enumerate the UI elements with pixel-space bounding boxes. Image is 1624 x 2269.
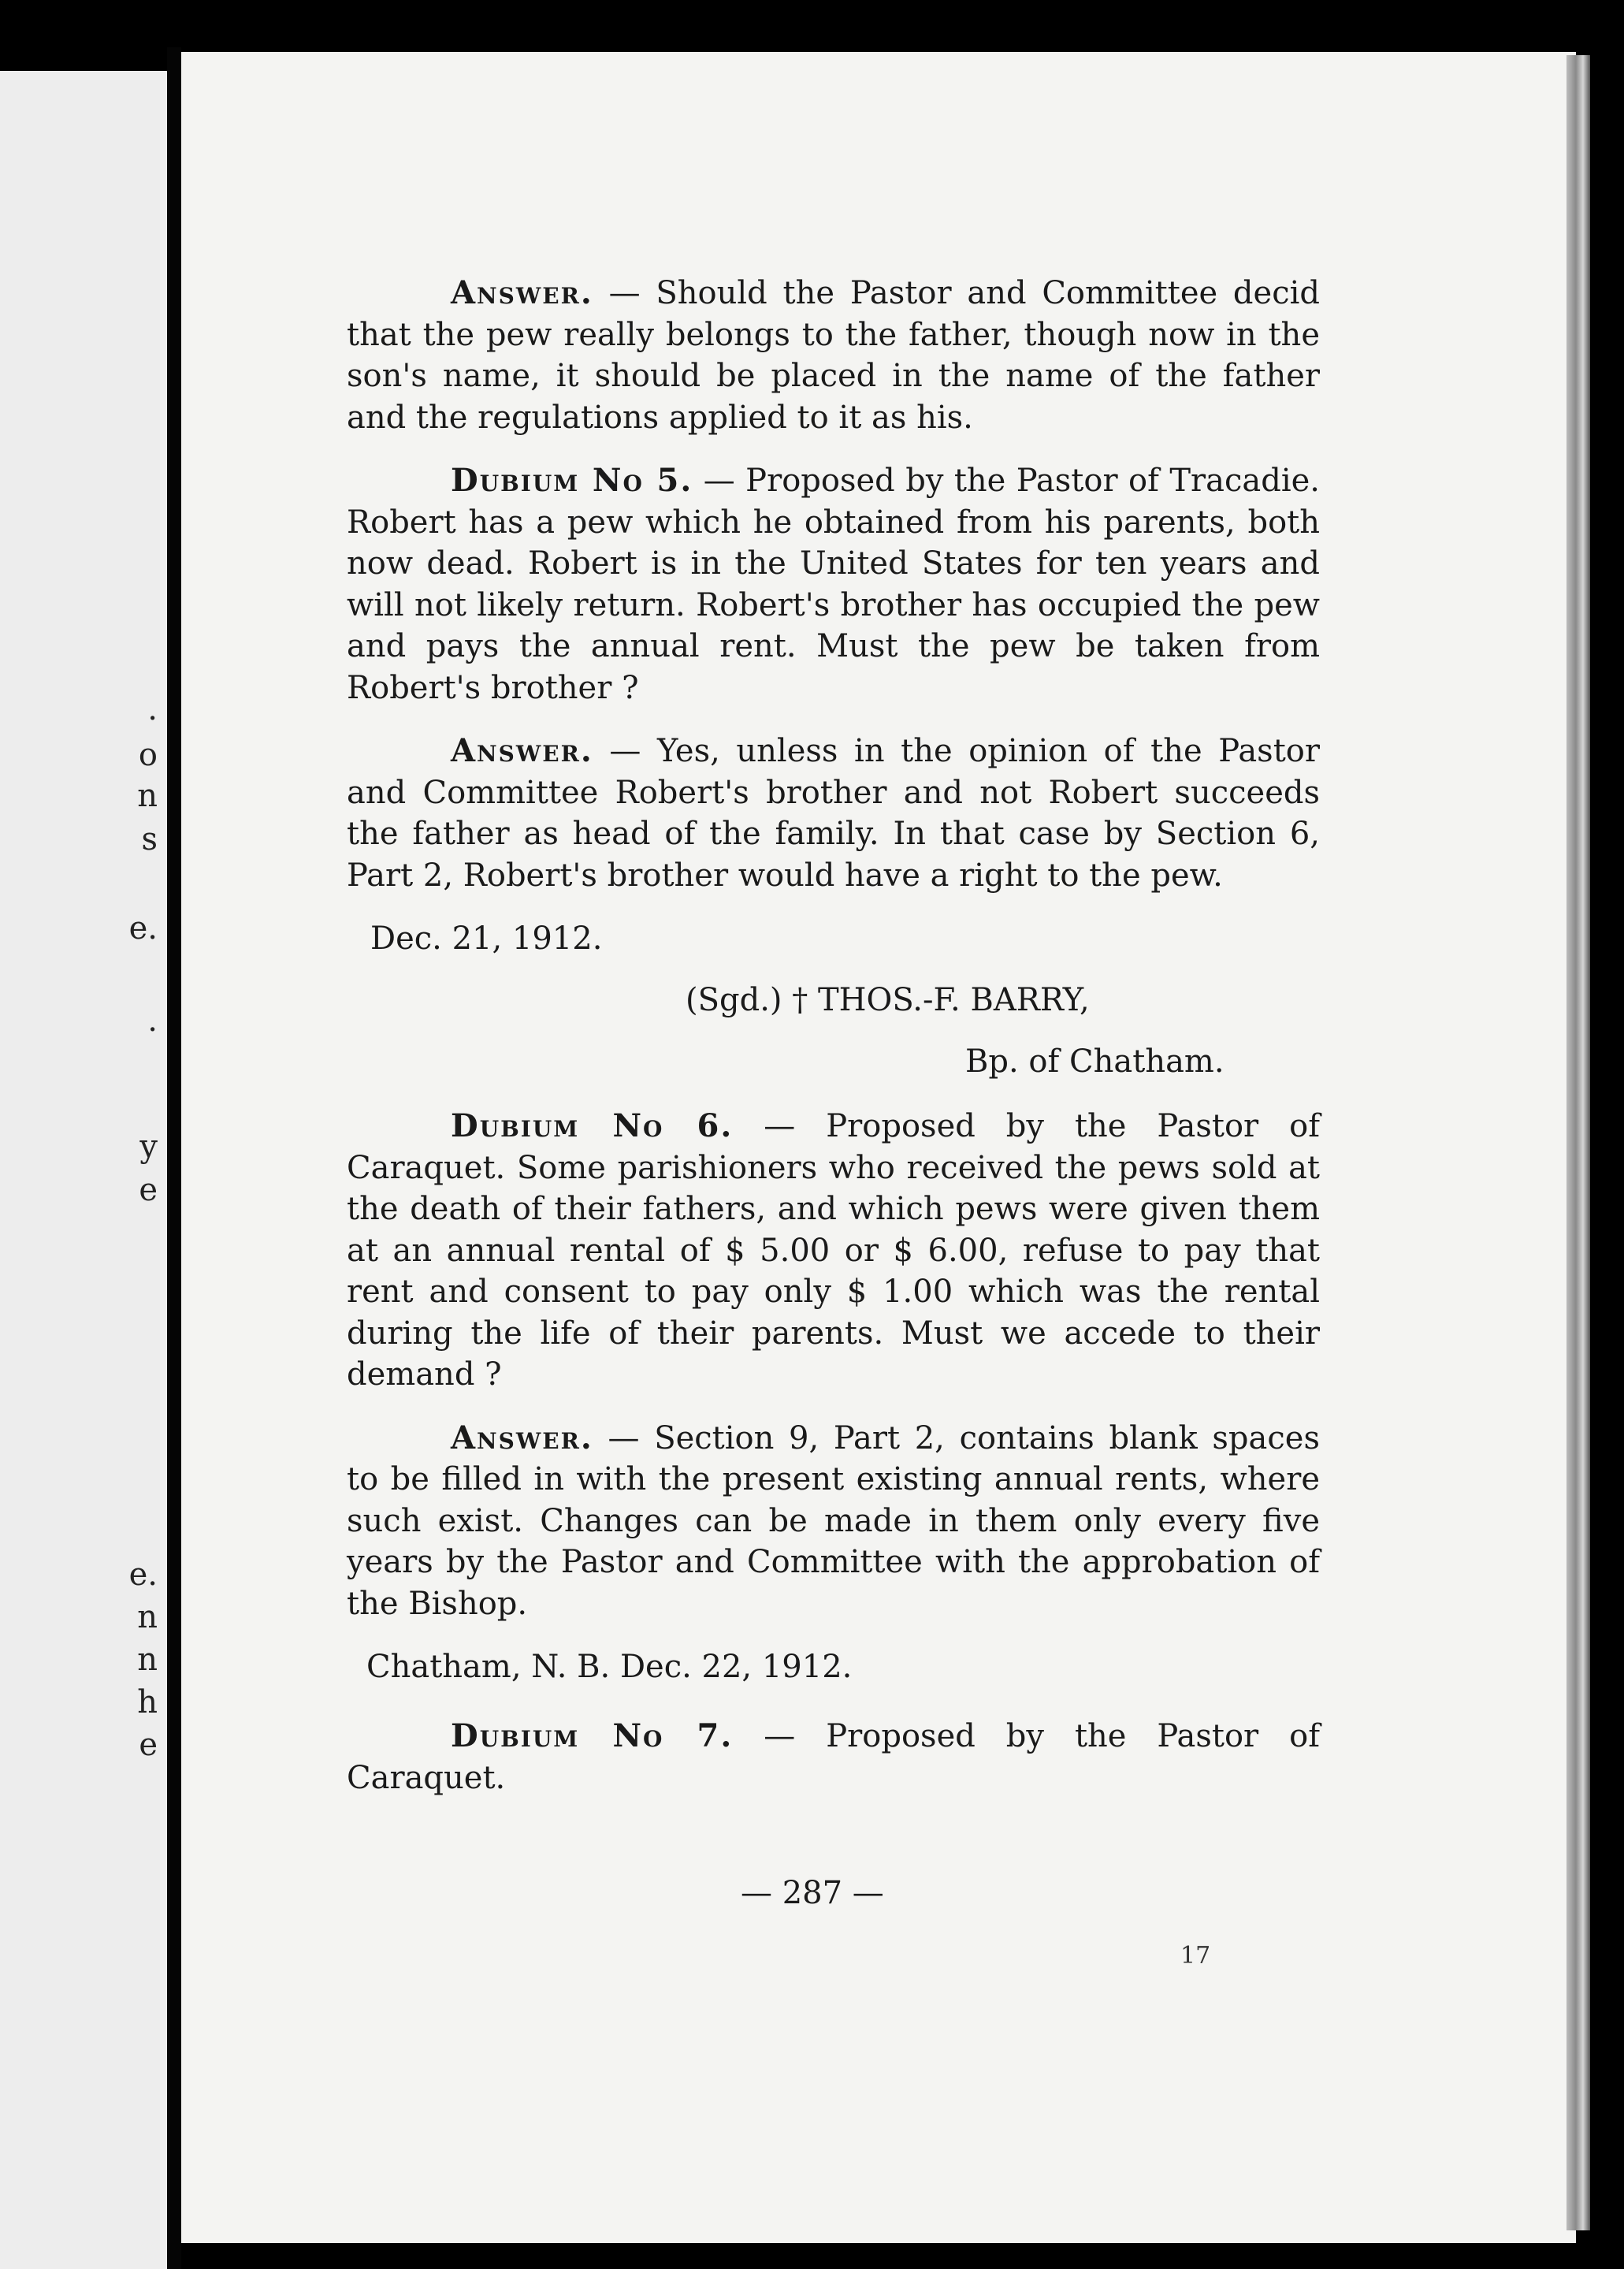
adjacent-page-fragment: n (137, 1642, 158, 1678)
adjacent-page-fragment: e (139, 1727, 158, 1763)
page-edge (1566, 55, 1590, 2230)
adjacent-page-fragment: e. (128, 910, 158, 947)
adjacent-page-fragment: h (137, 1684, 158, 1720)
paragraph-lead: Answer. (451, 274, 593, 311)
signature-title: Bp. of Chatham. (965, 1043, 1225, 1080)
adjacent-page-fragment: n (137, 1599, 158, 1635)
paragraph-text: — Proposed by the Pastor of Tracadie. Robert has a pew which he obtained from his parents, both now dead. Robert is in the United States for ten years and will not likely return. Robert's brother has occupied the pew and pays the annual rent. Must the pew be taken from Robert's brother ? (347, 463, 1321, 706)
answer-paragraph (347, 273, 1320, 438)
adjacent-page-strip (0, 71, 167, 2269)
signature-mark: 17 (1180, 1942, 1211, 1970)
paragraph-text: — Yes, unless in the opinion of the Pastor and Committee Robert's brother and not Robert succeeds the father as head of the family. In that case by Section 6, Part 2, Robert's brother would have a right to the pew. (347, 733, 1320, 894)
paragraph-lead: Dubium No 5. (451, 462, 693, 499)
adjacent-page-fragment: . (147, 1002, 158, 1039)
page-number: — 287 — (741, 1875, 884, 1911)
adjacent-page-fragment: y (139, 1129, 158, 1165)
page-body (347, 273, 1320, 1821)
adjacent-page-fragment: o (138, 737, 158, 773)
paragraph-text: — Proposed by the Pastor of Caraquet. Some parishioners who received the pews sold at the death of their fathers, and which pews were given them at an annual rental of $ 5.00 or $ 6.00, refuse to pay that rent and consent to pay only $ 1.00 which was the rental during the life of their parents. Must we accede to their demand ? (347, 1108, 1321, 1393)
decision-date: Dec. 21, 1912. (370, 921, 603, 957)
dubium-7-paragraph (347, 1716, 1320, 1798)
paragraph-text: — Should the Pastor and Committee decid that the pew really belongs to the father, though now in the son's name, it should be placed in the name of the father and the regulations applied to it as his. (347, 275, 1320, 436)
paragraph-lead: Answer. (451, 732, 593, 769)
document-page (181, 52, 1576, 2243)
adjacent-page-fragment: s (141, 821, 158, 857)
paragraph-lead: Answer. (451, 1419, 593, 1456)
paragraph-text: — Proposed by the Pastor of Caraquet. (347, 1718, 1321, 1796)
signature-name: (Sgd.) † THOS.-F. BARRY, (686, 982, 1090, 1018)
book-gutter (167, 47, 181, 2269)
answer-paragraph (347, 1418, 1320, 1625)
dubium-5-paragraph (347, 460, 1320, 709)
adjacent-page-fragment: e (139, 1172, 158, 1208)
dubium-6-paragraph (347, 1106, 1320, 1396)
answer-paragraph (347, 731, 1320, 896)
adjacent-page-fragment: . (147, 691, 158, 727)
place-and-date: Chatham, N. B. Dec. 22, 1912. (366, 1649, 853, 1685)
adjacent-page-fragment: e. (128, 1557, 158, 1593)
paragraph-text: — Section 9, Part 2, contains blank spaces to be filled in with the present existing annual rents, where such exist. Changes can be made in them only every five years by the Pastor and Committee with the approbation of the Bishop. (347, 1419, 1320, 1622)
paragraph-lead: Dubium No 7. (451, 1717, 734, 1754)
paragraph-lead: Dubium No 6. (451, 1107, 734, 1144)
adjacent-page-fragment: n (137, 778, 158, 814)
